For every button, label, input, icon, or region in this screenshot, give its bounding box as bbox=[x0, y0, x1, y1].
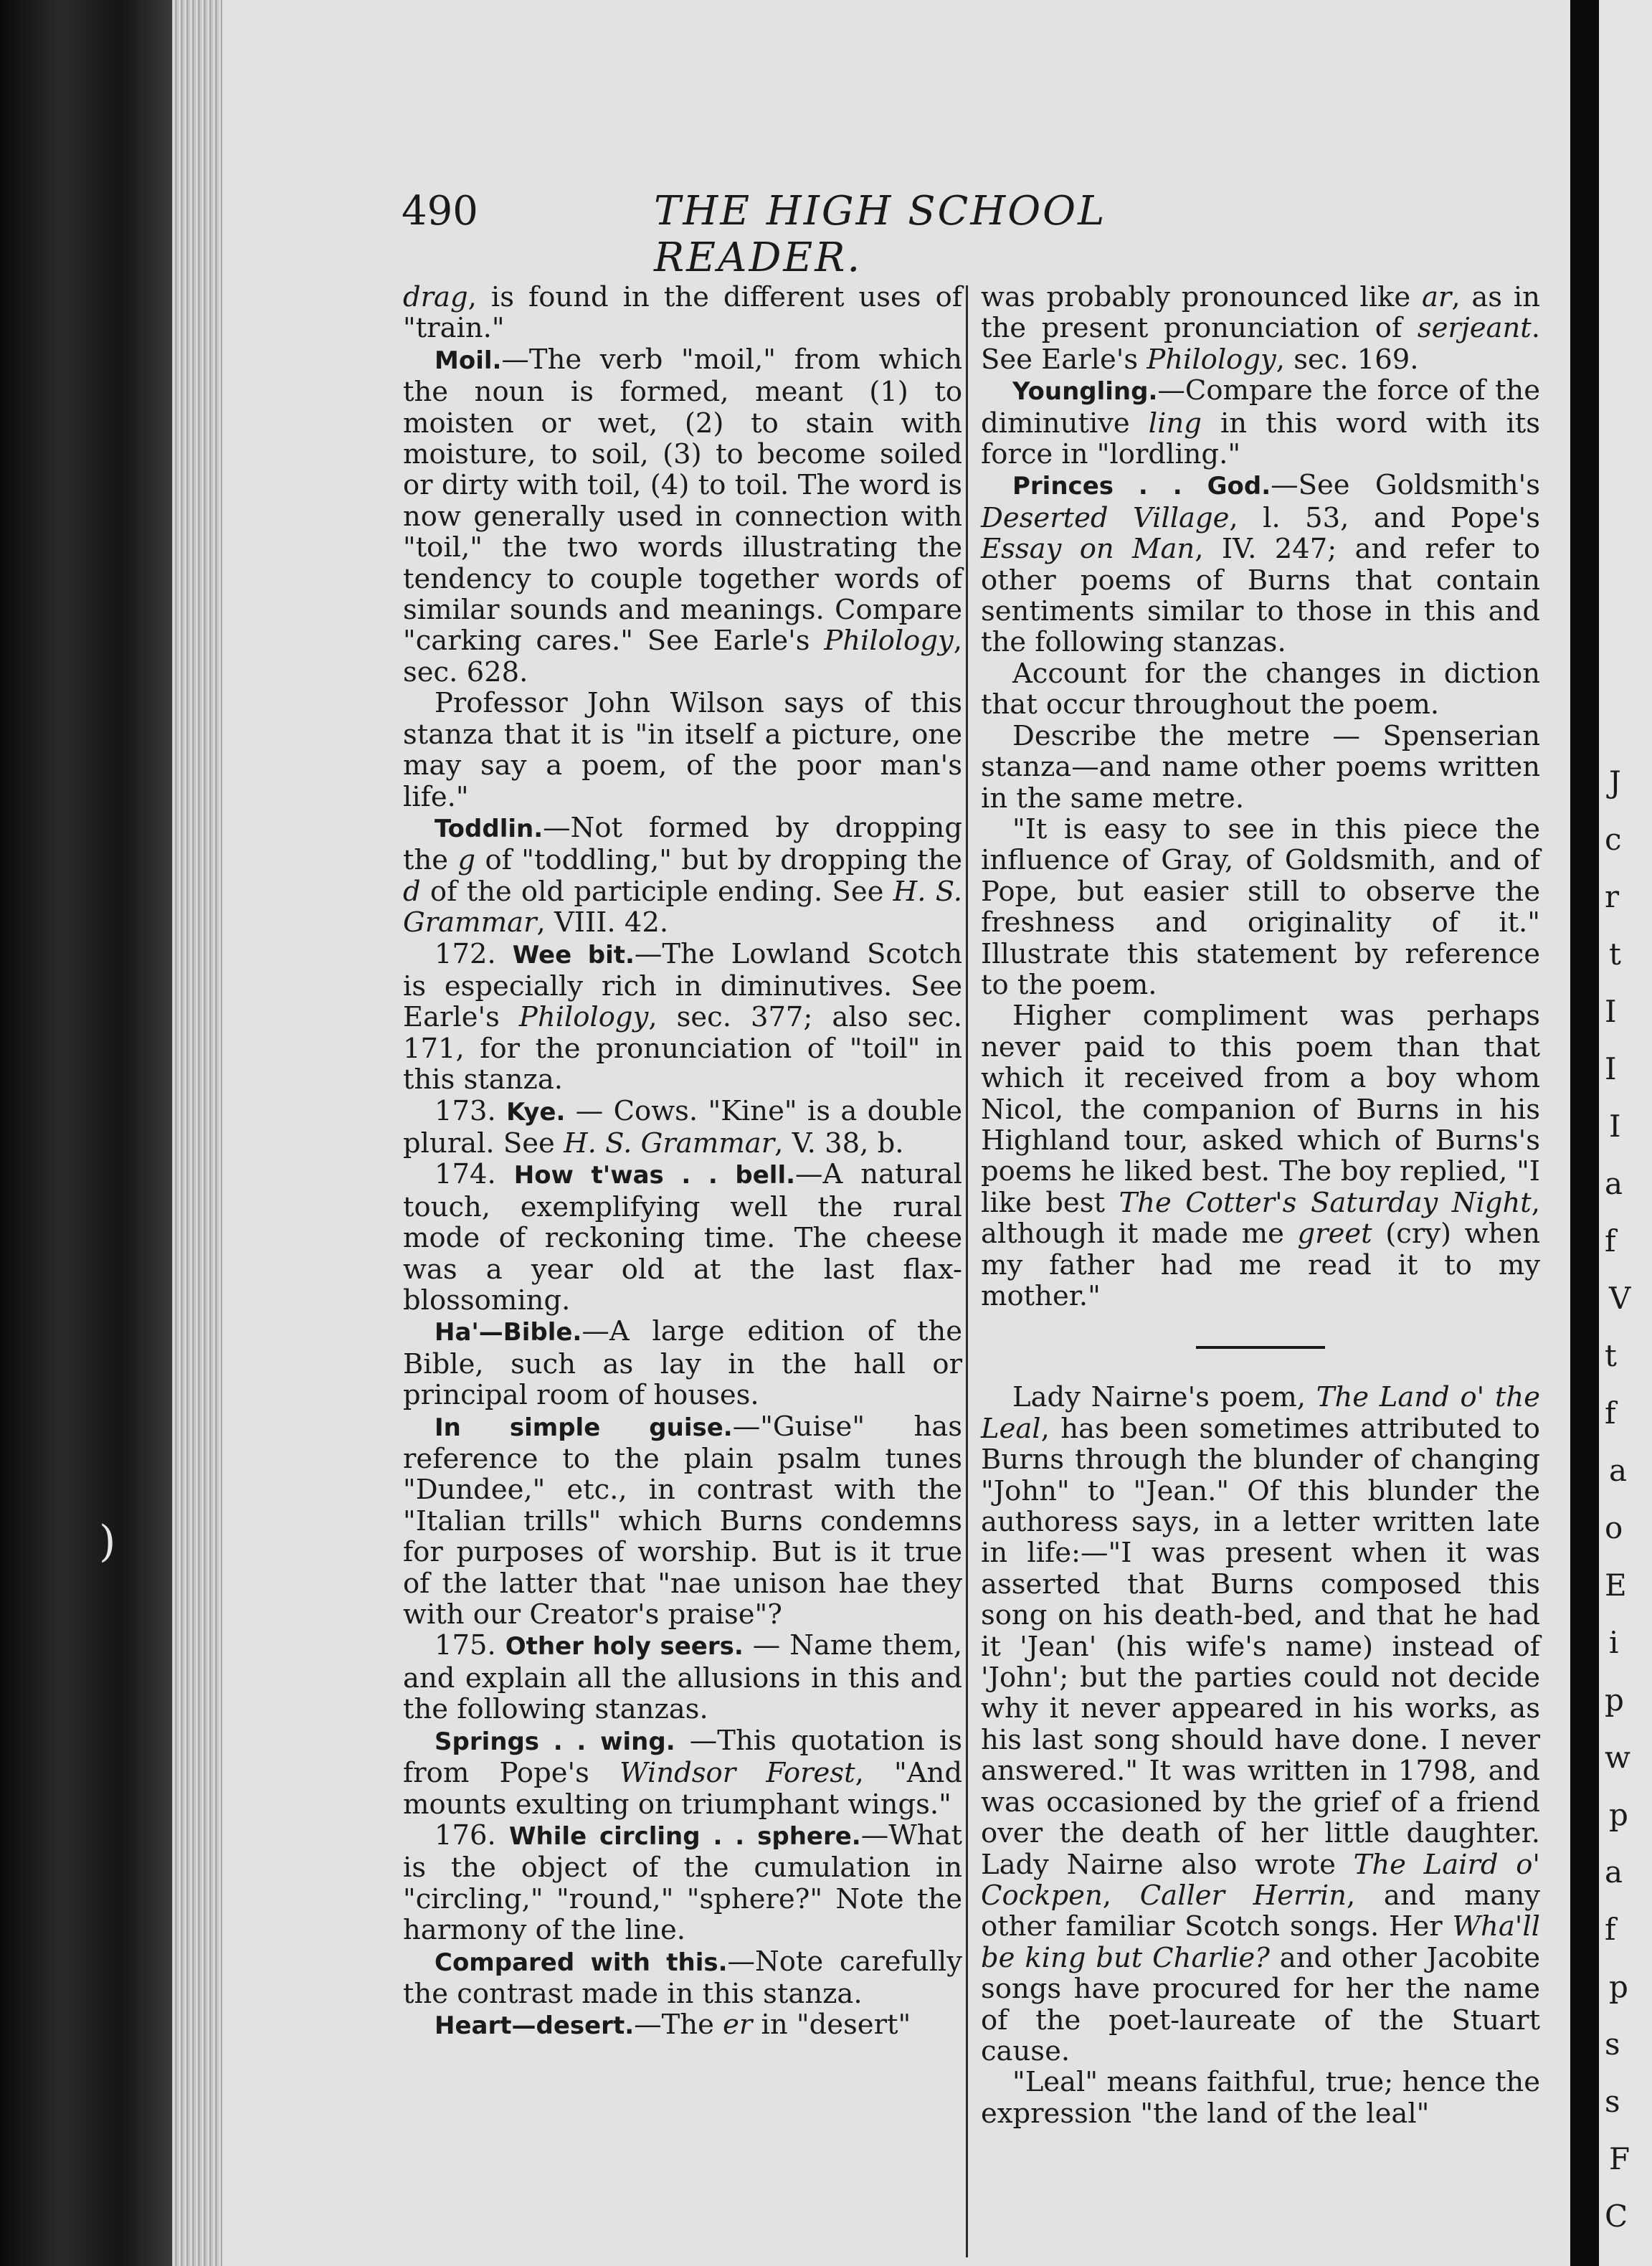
next-page-fragment: w bbox=[1605, 1740, 1630, 1775]
next-page-fragment: s bbox=[1605, 2026, 1620, 2062]
note-youngling: Youngling.—Compare the force of the diminutive ling in this word with its force in "lordling." bbox=[981, 374, 1540, 471]
next-page-fragment: a bbox=[1605, 1166, 1623, 1201]
next-page-fragment: I bbox=[1605, 1051, 1617, 1086]
headword-holy-seers: Other holy seers. bbox=[505, 1632, 744, 1661]
next-page-fragment: I bbox=[1609, 1109, 1621, 1144]
headword-kye: Kye. bbox=[506, 1097, 566, 1127]
next-page-fragment: J bbox=[1609, 764, 1621, 800]
headword-circling: While circling . . sphere. bbox=[509, 1821, 861, 1851]
headword-toddlin: Toddlin. bbox=[435, 814, 543, 843]
paragraph-continuation: was probably pronounced like ar, as in the present pronunciation of serjeant. See Earle's Philology, sec. 169. bbox=[981, 281, 1540, 376]
headword-how-twas: How t'was . . bell. bbox=[513, 1161, 796, 1190]
headword-compared: Compared with this. bbox=[435, 1948, 728, 1977]
next-page-fragment: o bbox=[1605, 1510, 1623, 1545]
page-number: 490 bbox=[402, 188, 478, 234]
section-divider bbox=[1196, 1346, 1325, 1349]
column-rule bbox=[966, 285, 968, 2257]
paragraph-drag: drag, is found in the different uses of "train." bbox=[403, 281, 962, 345]
next-page-fragment: p bbox=[1609, 1969, 1628, 2004]
next-page-fragment: f bbox=[1605, 1223, 1616, 1258]
next-page-fragment: f bbox=[1605, 1395, 1616, 1431]
left-column bbox=[403, 282, 962, 2042]
page-edges bbox=[172, 0, 222, 2266]
next-page-fragment: t bbox=[1609, 937, 1621, 972]
next-page-fragment: f bbox=[1605, 1912, 1616, 1947]
next-page-fragment: V bbox=[1609, 1281, 1631, 1316]
headword-springs-wing: Springs . . wing. bbox=[435, 1727, 675, 1756]
paragraph-higher-compliment: Higher compliment was perhaps never paid to this poem than that which it received from a boy whom Nicol, the companion of Burns in his Highland tour, asked which of Burns's poems he liked best. The boy replied, "I like best The Cotter's Saturday Night, although it made me greet (cry) when my father had me read it to my mother." bbox=[981, 1000, 1541, 1312]
next-page-fragment: a bbox=[1609, 1453, 1628, 1488]
note-172-wee-bit: 172. Wee bit.—The Lowland Scotch is especially rich in diminutives. See Earle's Philology, sec. 377; also sec. 171, for the pronunciation of "toil" in this stanza. bbox=[403, 937, 962, 1096]
note-heart-desert: Heart—desert.—The er in "desert" bbox=[435, 2009, 911, 2042]
headword-youngling: Youngling. bbox=[1012, 377, 1158, 407]
note-175-seers: 175. Other holy seers. — Name them, and explain all the allusions in this and the following stanzas. bbox=[403, 1629, 962, 1726]
running-head: THE HIGH SCHOOL READER. bbox=[654, 188, 1107, 281]
headword-simple-guise: In simple guise. bbox=[435, 1413, 733, 1442]
next-page-fragment: p bbox=[1609, 1797, 1628, 1832]
next-page-fragment: a bbox=[1605, 1854, 1623, 1890]
next-page-fragment: r bbox=[1605, 879, 1620, 914]
headword-princes-god: Princes . . God. bbox=[1012, 472, 1271, 501]
note-174-how-twas: 174. How t'was . . bell.—A natural touch, exemplifying well the rural mode of reckoning time. The cheese was a year old at the last flax-blossoming. bbox=[403, 1158, 962, 1317]
paragraph-easy: "It is easy to see in this piece the influence of Gray, of Goldsmith, and of Pope, but easier still to observe the freshness and originality of it." Illustrate this statement by reference to the poem. bbox=[981, 812, 1540, 1001]
book-binding bbox=[0, 0, 172, 2266]
headword-heart-desert: Heart—desert. bbox=[435, 2011, 635, 2041]
note-ha-bible: Ha'—Bible.—A large edition of the Bible, such as lay in the hall or principal room of houses. bbox=[403, 1315, 962, 1412]
paragraph-account: Account for the changes in diction that occur throughout the poem. bbox=[981, 657, 1540, 721]
next-page-fragment: s bbox=[1605, 2084, 1620, 2119]
next-page-fragment: t bbox=[1605, 1338, 1617, 1373]
note-176-circling: 176. While circling . . sphere.—What is the object of the cumulation in "circling," "round," "sphere?" Note the harmony of the line. bbox=[403, 1819, 963, 1947]
note-toddlin: Toddlin.—Not formed by dropping the g of "toddling," but by dropping the d of the old participle ending. See H. S. Grammar, VIII. 42. bbox=[403, 811, 962, 939]
paragraph-lady-nairne: Lady Nairne's poem, The Land o' the Leal, has been sometimes attributed to Burns through the blunder of changing "John" to "Jean." Of this blunder the authoress says, in a letter written late in life:—"I was present when it was asserted that Burns composed this song on his death-bed, and that he had it 'Jean' (his wife's name) instead of 'John'; but the parties could not decide why it never appeared in his works, as his last song should have done. I never answered." It was written in 1798, and was occasioned by the grief of a friend over the death of her little daughter. Lady Nairne also wrote The Laird o' Cockpen, Caller Herrin, and many other familiar Scotch songs. Her Wha'll be king but Charlie? and other Jacobite songs have procured for her the name of the poet-laureate of the Stuart cause. bbox=[981, 1381, 1541, 2067]
next-page-fragment: I bbox=[1605, 994, 1617, 1029]
headword-ha-bible: Ha'—Bible. bbox=[435, 1318, 582, 1347]
next-page-fragment: C bbox=[1605, 2199, 1628, 2234]
next-page-fragment: i bbox=[1609, 1625, 1619, 1660]
paragraph-leal: "Leal" means faithful, true; hence the expression "the land of the leal" bbox=[981, 2066, 1540, 2130]
next-page-edge bbox=[1599, 0, 1652, 2266]
paragraph-wilson: Professor John Wilson says of this stanza that it is "in itself a picture, one may say a poem, of the poor man's life." bbox=[403, 687, 962, 813]
next-page-fragment: p bbox=[1605, 1682, 1624, 1717]
headword-wee-bit: Wee bit. bbox=[512, 940, 635, 970]
next-page-fragment: c bbox=[1605, 822, 1622, 857]
note-173-kye: 173. Kye. — Cows. "Kine" is a double plural. See H. S. Grammar, V. 38, b. bbox=[403, 1094, 962, 1160]
page-header bbox=[402, 188, 1283, 281]
note-compared: Compared with this.—Note carefully the contrast made in this stanza. bbox=[403, 1945, 962, 2010]
right-column bbox=[981, 282, 1540, 2129]
note-simple-guise: In simple guise.—"Guise" has reference to the plain psalm tunes "Dundee," etc., in contrast with the "Italian trills" which Burns condemns for purposes of worship. But is it true of the latter that "nae unison hae they with our Creator's praise"? bbox=[403, 1410, 962, 1631]
paragraph-describe: Describe the metre — Spenserian stanza—and name other poems written in the same metre. bbox=[981, 719, 1540, 815]
note-moil: Moil.—The verb "moil," from which the noun is formed, meant (1) to moisten or wet, (2) to stain with moisture, to soil, (3) to become soiled or dirty with toil, (4) to toil. The word is now generally used in connection with "toil," the two words illustrating the tendency to couple together words of similar sounds and meanings. Compare "carking cares." See Earle's Philology, sec. 628. bbox=[403, 343, 962, 688]
next-page-fragment: E bbox=[1605, 1568, 1627, 1603]
margin-mark: ) bbox=[99, 1517, 116, 1567]
gutter-shadow bbox=[1570, 0, 1599, 2266]
next-page-fragment: F bbox=[1609, 2141, 1630, 2176]
headword-moil: Moil. bbox=[435, 346, 502, 375]
note-princes-god: Princes . . God.—See Goldsmith's Deserted Village, l. 53, and Pope's Essay on Man, IV. 247; and refer to other poems of Burns that contain sentiments similar to those in this and the following stanzas. bbox=[981, 469, 1541, 659]
note-springs-wing: Springs . . wing. —This quotation is from Pope's Windsor Forest, "And mounts exulting on triumphant wings." bbox=[403, 1724, 962, 1821]
